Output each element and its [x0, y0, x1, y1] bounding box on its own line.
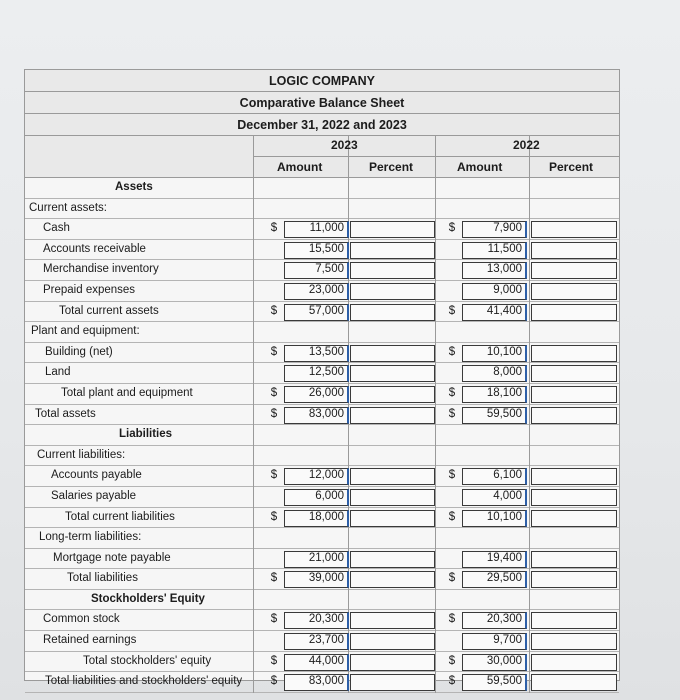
amount-2023-value: 26,000 [308, 386, 344, 399]
row-prepaid-expenses [25, 281, 619, 302]
amount-2022-value: 30,000 [486, 654, 522, 667]
row-stockholders-equity [25, 590, 619, 611]
amount-2023-value: 83,000 [308, 407, 344, 420]
section-heading: Stockholders' Equity [91, 592, 205, 605]
section-heading: Assets [115, 181, 153, 193]
row-accounts-payable [25, 466, 619, 487]
row-accounts-receivable [25, 240, 619, 261]
currency-symbol-2023: $ [270, 675, 278, 688]
line-item-label: Merchandise inventory [43, 263, 159, 276]
line-item-label: Current assets: [29, 201, 107, 214]
line-item-label: Total plant and equipment [61, 386, 193, 399]
percent-2022-input[interactable] [531, 242, 617, 259]
balance-sheet [24, 69, 620, 688]
amount-2022-value: 6,100 [493, 469, 522, 482]
currency-symbol-2022: $ [448, 613, 456, 626]
row-current-liabilities [25, 446, 619, 467]
line-item-label: Land [45, 366, 71, 379]
amount-2022-value: 10,100 [486, 510, 522, 523]
percent-2022-input[interactable] [531, 407, 617, 424]
percent-2023-input[interactable] [350, 242, 435, 259]
amount-2022-value: 59,500 [486, 675, 522, 688]
row-total-current-assets [25, 302, 619, 323]
percent-2022-input[interactable] [531, 468, 617, 485]
row-total-current-liabilities [25, 508, 619, 529]
line-item-label: Total liabilities [67, 572, 138, 585]
currency-symbol-2022: $ [448, 304, 456, 317]
currency-symbol-2023: $ [270, 654, 278, 667]
amount-2023-value: 18,000 [308, 510, 344, 523]
currency-symbol-2023: $ [270, 469, 278, 482]
currency-symbol-2022: $ [448, 345, 456, 358]
percent-2022-input[interactable] [531, 304, 617, 321]
percent-2022-input[interactable] [531, 345, 617, 362]
currency-symbol-2023: $ [270, 386, 278, 399]
row-land [25, 363, 619, 384]
row-mortgage-note-payable [25, 549, 619, 570]
year-2022-header: 2022 [513, 138, 540, 152]
line-item-label: Salaries payable [51, 489, 137, 502]
amount-2022-value: 9,700 [493, 634, 522, 647]
amount-2023-value: 39,000 [308, 572, 344, 585]
amount-2022-value: 59,500 [486, 407, 522, 420]
statement-title: Comparative Balance Sheet [25, 92, 619, 114]
percent-2022-input[interactable] [531, 612, 617, 629]
percent-2022-input[interactable] [531, 654, 617, 671]
percent-2023-input[interactable] [350, 489, 435, 506]
percent-2022-input[interactable] [531, 489, 617, 506]
balance-sheet-grid [25, 136, 619, 693]
line-item-label: Accounts receivable [43, 242, 146, 255]
amount-2023-value: 57,000 [308, 304, 344, 317]
line-item-label: Current liabilities: [37, 448, 126, 461]
line-item-label: Prepaid expenses [43, 283, 136, 296]
line-item-label: Cash [43, 222, 70, 235]
balance-sheet-rows [25, 178, 619, 693]
amount-2022-value: 10,100 [486, 345, 522, 358]
section-heading: Liabilities [119, 428, 173, 441]
amount-2022-header: Amount [457, 160, 503, 174]
percent-2022-input[interactable] [531, 365, 617, 382]
year-2023-header: 2023 [331, 138, 358, 152]
percent-2023-input[interactable] [350, 345, 435, 362]
amount-2022-value: 7,900 [493, 222, 522, 235]
percent-2023-input[interactable] [350, 221, 435, 238]
amount-2023-header: Amount [277, 160, 323, 174]
percent-2022-input[interactable] [531, 283, 617, 300]
percent-2022-input[interactable] [531, 262, 617, 279]
currency-symbol-2022: $ [448, 654, 456, 667]
statement-titles [25, 70, 619, 136]
line-item-label: Long-term liabilities: [39, 531, 142, 544]
company-name: LOGIC COMPANY [25, 70, 619, 92]
percent-2023-input[interactable] [350, 633, 435, 650]
currency-symbol-2022: $ [448, 386, 456, 399]
currency-symbol-2023: $ [270, 345, 278, 358]
row-retained-earnings [25, 631, 619, 652]
line-item-label: Total liabilities and stockholders' equity [45, 675, 243, 688]
currency-symbol-2023: $ [270, 572, 278, 585]
line-item-label: Total stockholders' equity [83, 654, 212, 667]
amount-2023-value: 7,500 [315, 263, 344, 276]
line-item-label: Accounts payable [51, 469, 142, 482]
amount-2023-value: 15,500 [308, 242, 344, 255]
percent-2022-header: Percent [549, 160, 594, 174]
line-item-label: Retained earnings [43, 634, 137, 647]
percent-2022-input[interactable] [531, 571, 617, 588]
amount-2022-value: 19,400 [486, 551, 522, 564]
row-total-plant-and-equipment [25, 384, 619, 405]
percent-2023-input[interactable] [350, 674, 435, 691]
percent-2022-input[interactable] [531, 386, 617, 403]
row-liabilities [25, 425, 619, 446]
currency-symbol-2022: $ [448, 469, 456, 482]
percent-2022-input[interactable] [531, 633, 617, 650]
amount-2023-value: 11,000 [309, 222, 344, 235]
row-salaries-payable [25, 487, 619, 508]
row-cash [25, 219, 619, 240]
currency-symbol-2022: $ [448, 675, 456, 688]
line-item-label: Total assets [35, 407, 96, 420]
row-total-assets [25, 405, 619, 426]
currency-symbol-2023: $ [270, 304, 278, 317]
amount-2022-value: 41,400 [486, 304, 522, 317]
percent-2023-input[interactable] [350, 654, 435, 671]
line-item-label: Total current assets [59, 304, 159, 317]
percent-2022-input[interactable] [531, 510, 617, 527]
percent-2023-input[interactable] [350, 612, 435, 629]
currency-symbol-2022: $ [448, 510, 456, 523]
currency-symbol-2023: $ [270, 613, 278, 626]
line-item-label: Building (net) [45, 345, 113, 358]
amount-2022-value: 4,000 [493, 489, 522, 502]
amount-2023-value: 83,000 [308, 675, 344, 688]
percent-2023-input[interactable] [350, 386, 435, 403]
column-header [25, 136, 619, 178]
amount-2023-value: 6,000 [315, 489, 344, 502]
percent-2022-input[interactable] [531, 674, 617, 691]
statement-date: December 31, 2022 and 2023 [25, 114, 619, 136]
row-total-liabilities [25, 569, 619, 590]
currency-symbol-2023: $ [270, 407, 278, 420]
line-item-label: Plant and equipment: [31, 325, 140, 338]
amount-2023-value: 21,000 [308, 551, 344, 564]
row-merchandise-inventory [25, 260, 619, 281]
amount-2023-value: 13,500 [308, 345, 344, 358]
row-common-stock [25, 610, 619, 631]
row-plant-and-equipment [25, 322, 619, 343]
amount-2023-value: 23,000 [308, 283, 344, 296]
percent-2023-input[interactable] [350, 571, 435, 588]
amount-2023-value: 20,300 [308, 613, 344, 626]
percent-2023-input[interactable] [350, 283, 435, 300]
percent-2023-input[interactable] [350, 468, 435, 485]
percent-2023-input[interactable] [350, 551, 435, 568]
row-total-liabilities-and-stockholders-equity [25, 672, 619, 693]
currency-symbol-2023: $ [270, 222, 278, 235]
currency-symbol-2022: $ [448, 407, 456, 420]
amount-2023-value: 12,000 [308, 469, 344, 482]
amount-2022-value: 11,500 [487, 242, 522, 255]
line-item-label: Common stock [43, 613, 120, 626]
amount-2022-value: 8,000 [493, 366, 522, 379]
line-item-label: Mortgage note payable [53, 551, 171, 564]
row-assets [25, 178, 619, 199]
amount-2022-value: 13,000 [486, 263, 522, 276]
percent-2023-input[interactable] [350, 262, 435, 279]
row-current-assets [25, 199, 619, 220]
percent-2023-input[interactable] [350, 304, 435, 321]
percent-2022-input[interactable] [531, 551, 617, 568]
currency-symbol-2022: $ [448, 572, 456, 585]
currency-symbol-2023: $ [270, 510, 278, 523]
percent-2023-input[interactable] [350, 510, 435, 527]
percent-2023-input[interactable] [350, 407, 435, 424]
row-total-stockholders-equity [25, 652, 619, 673]
amount-2022-value: 29,500 [486, 572, 522, 585]
percent-2022-input[interactable] [531, 221, 617, 238]
amount-2023-value: 44,000 [308, 654, 344, 667]
row-long-term-liabilities [25, 528, 619, 549]
percent-2023-header: Percent [369, 160, 414, 174]
row-building-net [25, 343, 619, 364]
percent-2023-input[interactable] [350, 365, 435, 382]
amount-2022-value: 9,000 [493, 283, 522, 296]
amount-2023-value: 12,500 [308, 366, 344, 379]
amount-2022-value: 18,100 [486, 386, 522, 399]
amount-2023-value: 23,700 [308, 634, 344, 647]
line-item-label: Total current liabilities [65, 510, 175, 523]
currency-symbol-2022: $ [448, 222, 456, 235]
amount-2022-value: 20,300 [486, 613, 522, 626]
